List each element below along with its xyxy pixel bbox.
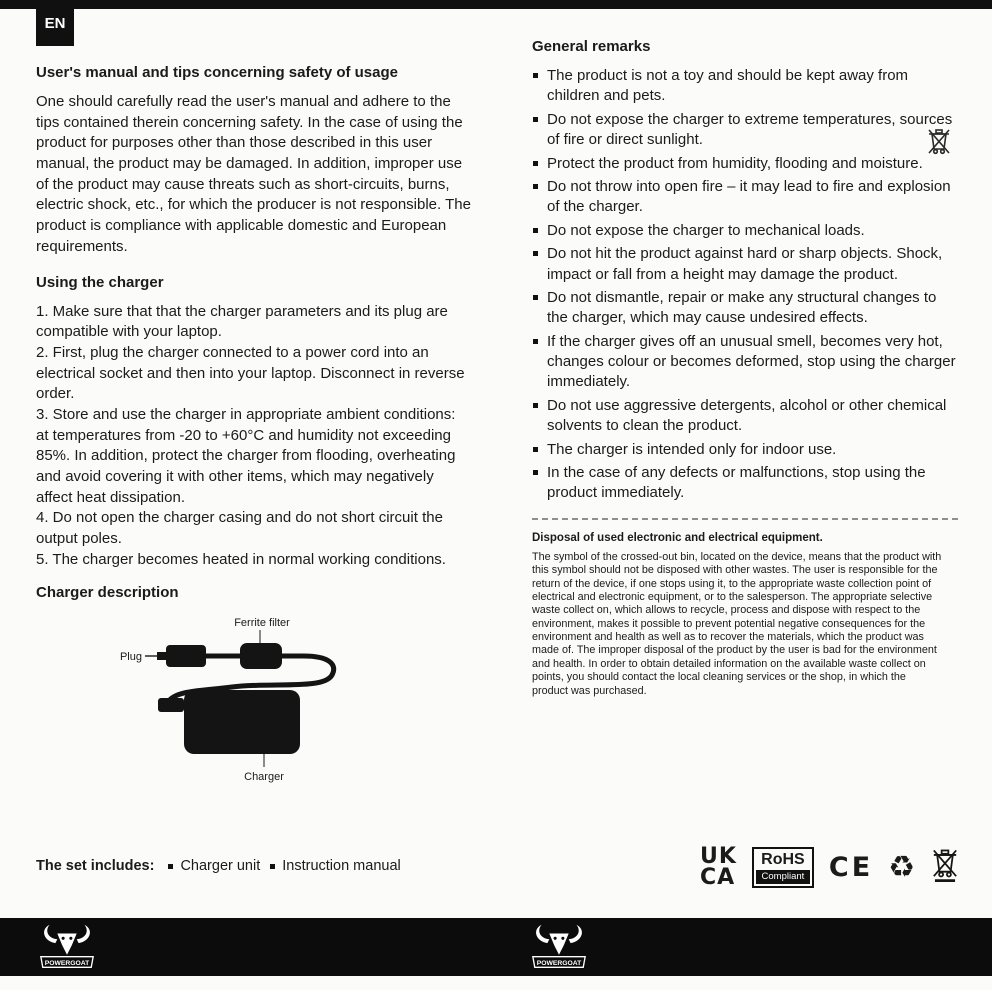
right-column — [532, 38, 958, 698]
powergoat-logo — [528, 921, 590, 978]
set-includes-label: The set includes: — [36, 858, 155, 874]
using-steps-list — [36, 302, 472, 571]
using-step: 5. The charger becomes heated in normal working conditions. — [36, 550, 446, 568]
ferrite-filter-shape — [240, 643, 282, 669]
remark-item: Do not expose the charger to extreme temperatures, sources of fire or direct sunlight. — [532, 110, 958, 151]
ukca-mark — [700, 844, 737, 890]
rohs-title: RoHS — [761, 851, 805, 869]
manual-section-title: User's manual and tips concerning safety of usage — [36, 64, 398, 81]
powergoat-banner-text: POWERGOAT — [44, 959, 90, 967]
description-section-title: Charger description — [36, 584, 179, 602]
set-includes-item: Instruction manual — [270, 858, 400, 874]
remark-item: Protect the product from humidity, flooding and moisture. — [532, 154, 958, 174]
rohs-mark — [752, 847, 814, 887]
remark-item: Do not expose the charger to mechanical loads. — [532, 221, 958, 241]
language-badge — [36, 0, 74, 46]
using-step: 4. Do not open the charger casing and do not short circuit the output poles. — [36, 509, 443, 548]
footer-bar — [0, 918, 992, 976]
certification-row — [700, 846, 960, 889]
disposal-body: The symbol of the crossed-out bin, located on the device, means that the product with this symbol should not be disposed with other wastes. The user is responsible for the return of the device, if one stops using it, to the appropriate waste collection point of electrical and electronic equipment, or to the salesperson. The appropriate selective waste collect on, which allows to recycle, process and dispose with respect to the environment, makes it possible to prevent potential negative consequences for the environment and health as well as to recover the materials, which the product was made of. The improper disposal of the product by the user is bad for the environment and health. In order to obtain detailed information on the available waste collect on points, you should contact the local cleaning services or the shop, in which the product was purchased. — [532, 550, 942, 697]
ce-mark: CE — [828, 852, 874, 883]
plug-label: Plug — [119, 651, 142, 664]
remark-item: The charger is intended only for indoor use. — [532, 440, 958, 460]
general-remarks-list — [532, 66, 958, 504]
charger-diagram-drawing — [36, 612, 472, 794]
remark-item: If the charger gives off an unusual smell, becomes very hot, changes colour or becomes deformed, stop using the charger immediately. — [532, 332, 958, 393]
using-section-title: Using the charger — [36, 273, 164, 291]
powergoat-logo — [36, 921, 98, 978]
remark-item: The product is not a toy and should be kept away from children and pets. — [532, 66, 958, 107]
set-includes-row — [36, 858, 401, 874]
using-step: 1. Make sure that that the charger parameters and its plug are compatible with your laptop. — [36, 302, 448, 341]
weee-crossed-bin-icon — [930, 846, 960, 889]
language-badge-label: EN — [44, 14, 66, 32]
manual-section-body: One should carefully read the user's manual and adhere to the tips contained therein concerning safety. In the case of using the product for purposes other than those described in this user manual, the product may be damaged. In addition, improper use of the product may cause threats such as short-circuits, burns, electric shock, etc., for which the producer is not responsible. The product is compliance with applicable domestic and European requirements. — [36, 93, 471, 255]
dc-connector — [158, 698, 184, 712]
remark-item: Do not throw into open fire – it may lead to fire and explosion of the charger. — [532, 177, 958, 218]
powergoat-banner-text: POWERGOAT — [536, 959, 582, 967]
general-remarks-title: General remarks — [532, 38, 651, 55]
ukca-line1: UK — [700, 844, 737, 870]
dashed-divider — [532, 518, 958, 520]
set-includes-item: Charger unit — [168, 858, 260, 874]
charger-label: Charger — [244, 771, 284, 784]
remark-item: Do not use aggressive detergents, alcohol or other chemical solvents to clean the product. — [532, 396, 958, 437]
remark-item: Do not hit the product against hard or sharp objects. Shock, impact or fall from a height may damage the product. — [532, 244, 958, 285]
using-step: 2. First, plug the charger connected to a power cord into an electrical socket and then into your laptop. Disconnect in reverse order. — [36, 343, 465, 403]
recycle-icon: ♻ — [888, 849, 916, 885]
ukca-line2: CA — [700, 864, 736, 890]
left-column — [36, 64, 472, 794]
disposal-title: Disposal of used electronic and electrical equipment. — [532, 531, 823, 544]
charger-brick — [184, 690, 300, 754]
plug-body — [166, 645, 206, 667]
remark-item: In the case of any defects or malfunctions, stop using the product immediately. — [532, 463, 958, 504]
ferrite-filter-label: Ferrite filter — [234, 617, 290, 630]
top-strip — [0, 0, 992, 9]
plug-tip — [157, 652, 166, 660]
using-step: 3. Store and use the charger in appropriate ambient conditions: at temperatures from -20 to +60°C and humidity not exceeding 85%. In addition, protect the charger from flooding, overheating and avoid covering it with other items, which may negatively affect heat dissipation. — [36, 405, 456, 506]
charger-diagram — [36, 612, 472, 794]
remark-item: Do not dismantle, repair or make any structural changes to the charger, which may cause undesired effects. — [532, 288, 958, 329]
rohs-subtitle: Compliant — [756, 870, 810, 883]
